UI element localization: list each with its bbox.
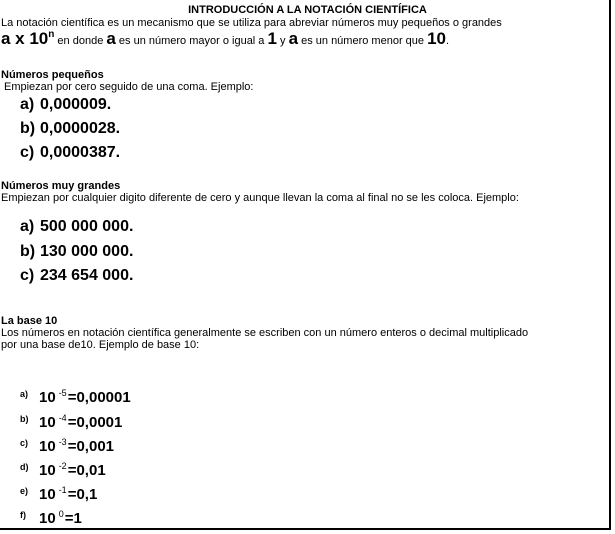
- formula-a: a: [106, 29, 116, 48]
- small-heading: Números pequeños: [1, 69, 104, 81]
- formula-text: es un número menor que: [298, 35, 428, 47]
- large-desc: Empiezan por cualquier digito diferente de cero y aunque llevan la coma al final no se les coloca. Ejemplo:: [1, 192, 519, 204]
- power-item: e) 10 $^{-1}$=0,1: [20, 485, 98, 503]
- formula-a: a: [288, 29, 299, 48]
- base10-desc: Los números en notación científica generalmente se escriben con un número enteros o decimal multiplicado: [1, 327, 529, 339]
- formula-text: es un número mayor o igual a: [115, 35, 268, 47]
- power-item: b) 10 $^{-4}$=0,0001: [20, 413, 123, 431]
- power-item: a) 10 $^{-5}$=0,00001: [20, 388, 131, 406]
- list-item: b) 0,0000028.: [20, 120, 121, 137]
- list-item: a) 500 000 000.: [20, 218, 134, 235]
- power-item: d) 10 $^{-2}$=0,01: [20, 461, 106, 479]
- list-item: c) 0,0000387.: [20, 144, 121, 161]
- formula-text: .: [446, 35, 450, 47]
- power-item: c) 10 $^{-3}$=0,001: [20, 437, 114, 455]
- formula-one: 1: [267, 29, 277, 48]
- formula-ten: 10: [427, 29, 446, 48]
- power-item: f) 10 $^0$=1: [20, 509, 82, 527]
- formula-exponent: n: [48, 29, 55, 40]
- large-heading: Números muy grandes: [1, 180, 121, 192]
- formula-line: [1, 29, 449, 49]
- formula-base: a x 10: [1, 29, 49, 48]
- formula-text: en donde: [54, 35, 107, 47]
- formula-text: y: [276, 35, 289, 47]
- base10-heading: La base 10: [1, 315, 58, 327]
- list-item: c) 234 654 000.: [20, 267, 134, 284]
- list-item: a) 0,000009.: [20, 96, 112, 113]
- base10-desc: por una base de10. Ejemplo de base 10:: [1, 339, 200, 351]
- intro-text: La notación científica es un mecanismo que se utiliza para abreviar números muy pequeños o grandes: [1, 17, 502, 29]
- small-desc: Empiezan por cero seguido de una coma. Ejemplo:: [4, 81, 254, 93]
- page-title: INTRODUCCIÓN A LA NOTACIÓN CIENTÍFICA: [188, 4, 427, 16]
- list-item: b) 130 000 000.: [20, 243, 134, 260]
